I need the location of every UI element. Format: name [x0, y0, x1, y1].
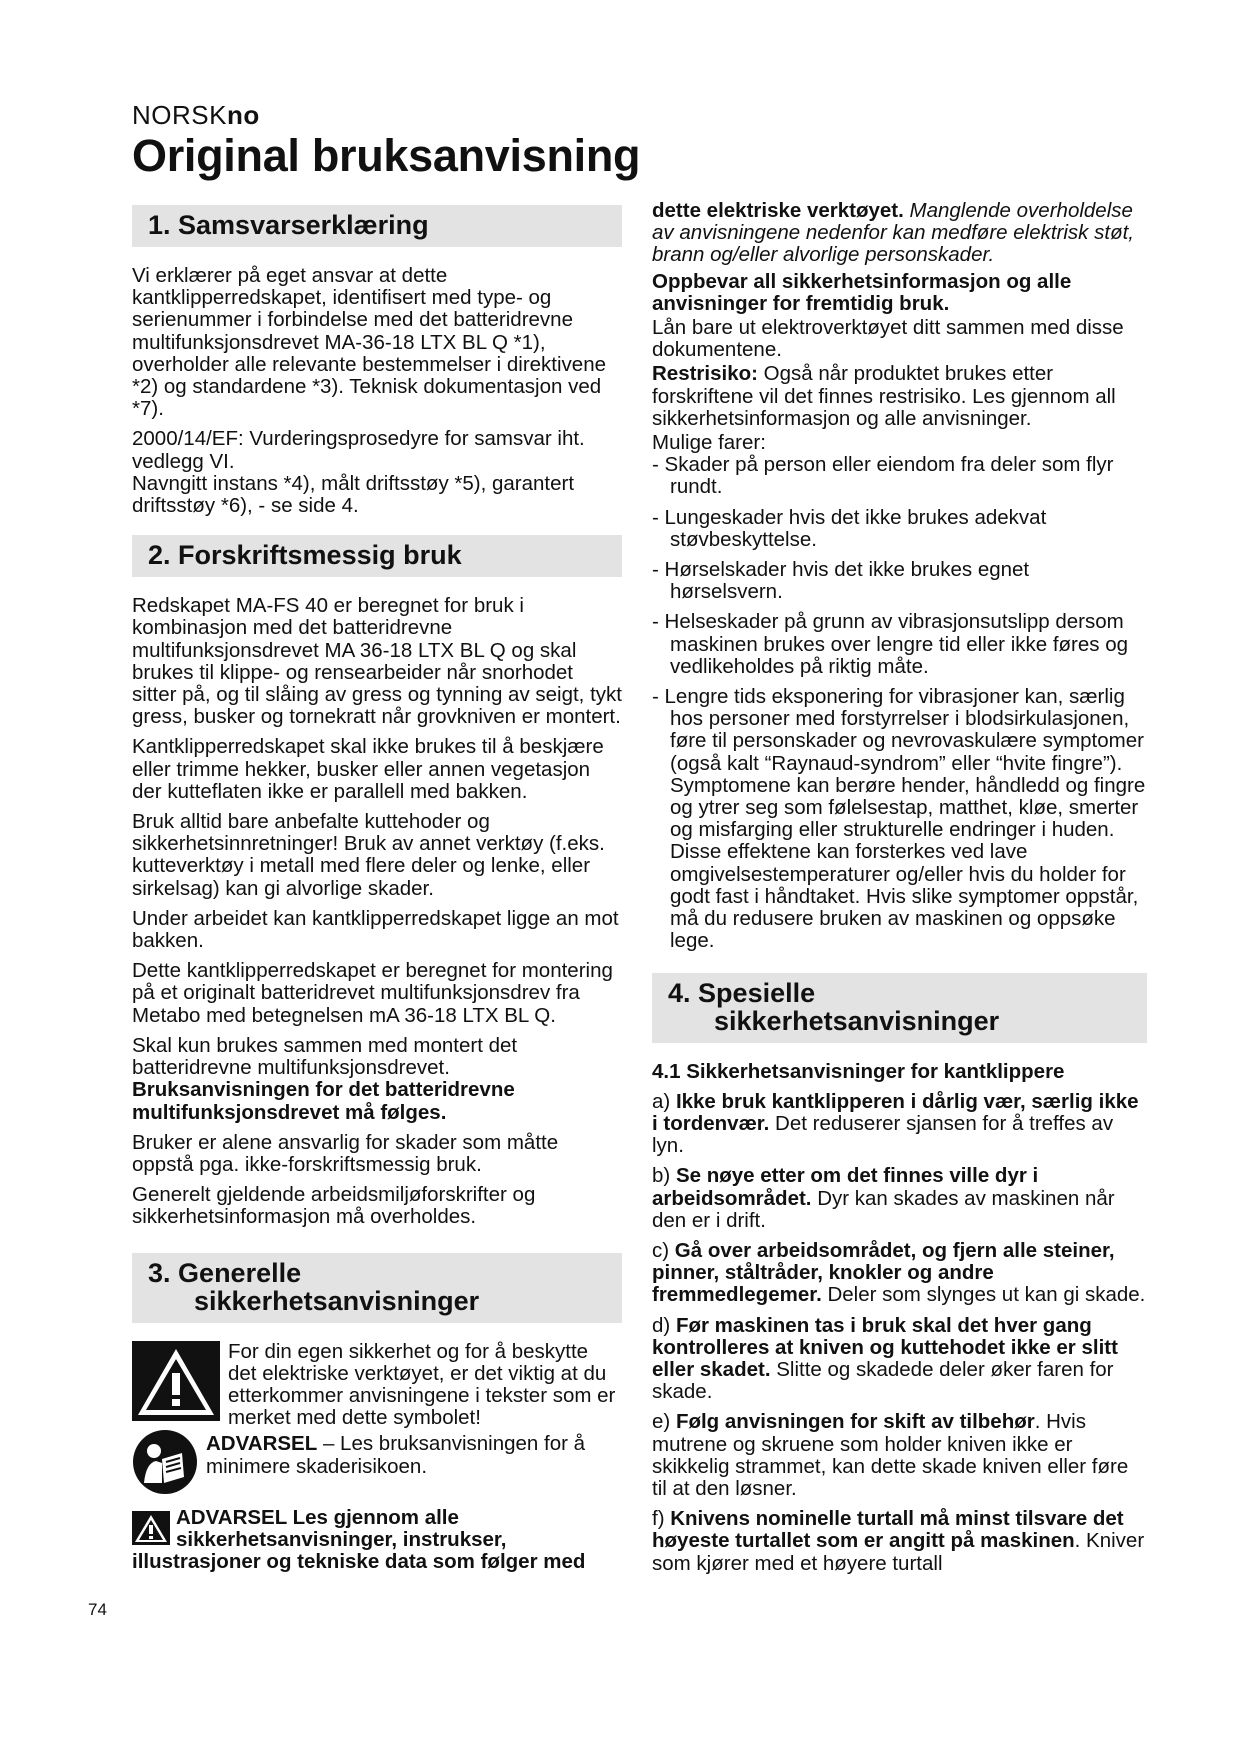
- safety-item-b: b) Se nøye etter om det finnes ville dyr i arbeidsområdet. Dyr kan skades av maskinen når den er i drift.: [652, 1164, 1115, 1232]
- hazards-intro: Mulige farer:: [652, 431, 766, 455]
- safety-item-a: a) Ikke bruk kantklipperen i dårlig vær, særlig ikke i tordenvær. Det reduserer sjansen for å treffes av lyn.: [652, 1089, 1139, 1158]
- hazard-item: - Lungeskader hvis det ikke brukes adekvat støvbeskyttelse.: [652, 505, 1047, 551]
- warning-small-icon: [132, 1511, 170, 1550]
- hazard-item: - Lengre tids eksponering for vibrasjoner kan, særlig hos personer med forstyrrelser i blodsirkulasjonen, føre til personskader og nevrovaskulære symptomer (også kalt “Raynaud-syndrom” eller “hvite fingre”). Symptomene kan berøre hender, håndledd og fingre og ytrer seg som følelsestap, matthet, kløe, smerter og misfarging eller strukturelle endringer i huden. Disse effektene kan forsterkes ved lave omgivelsestemperaturer og/eller hvis du holder for godt fast i håndtaket. Hvis slike symptomer oppstår, må du redusere bruken av maskinen og oppsøke lege.: [652, 685, 1146, 953]
- keep-instructions: Oppbevar all sikkerhetsinformasjon og alle anvisninger for fremtidig bruk.: [652, 269, 1072, 315]
- language-label: NORSKno: [132, 100, 260, 130]
- hazard-item: - Skader på person eller eiendom fra deler som flyr rundt.: [652, 453, 1114, 499]
- section-heading-4: 4. Spesielle sikkerhetsanvisninger: [652, 973, 1147, 1043]
- section-heading-2: 2. Forskriftsmessig bruk: [132, 535, 622, 577]
- paragraph: Vi erklærer på eget ansvar at dette kantklipperredskapet, identifisert med type- og serienummer i forbindelse med det batteridrevne multifunksjonsdrevet MA-36-18 LTX BL Q *1), overholder alle relevante bestemmelser i direktivene *2) og standardene *3). Teknisk dokumentasjon ved *7).: [132, 264, 607, 421]
- warning-symbol-text: For din egen sikkerhet og for å beskytte det elektriske verktøyet, er det viktig at du etterkommer anvisningene i tekster som er merket med dette symbolet!: [228, 1339, 616, 1430]
- warning-read-all: ADVARSEL Les gjennom alle sikkerhetsanvisninger, instrukser, illustrasjoner og tekniske data som følger med: [132, 1505, 586, 1573]
- paragraph: Skal kun brukes sammen med montert det batteridrevne multifunksjonsdrevet.: [132, 1033, 518, 1080]
- manual-note: [132, 1429, 622, 1500]
- safety-item-e: e) Følg anvisningen for skift av tilbehør. Hvis mutrene og skruene som holder kniven ikke er skikkelig strammet, kan dette skade kniven eller føre til at den løsner.: [652, 1410, 1129, 1500]
- residual-risk: Restrisiko: Også når produktet brukes etter forskriftene vil det finnes restrisiko. Les gjennom all sikkerhetsinformasjon og alle anvisninger.: [652, 362, 1116, 430]
- hazard-item: - Hørselskader hvis det ikke brukes egnet hørselsvern.: [652, 558, 1030, 604]
- left-column: [132, 205, 622, 1573]
- continued-paragraph: dette elektriske verktøyet. Manglende overholdelse av anvisningene nedenfor kan medføre elektrisk støt, brann og/eller alvorlige personskader.: [652, 199, 1134, 267]
- paragraph: Bruker er alene ansvarlig for skader som måtte oppstå pga. ikke-forskriftsmessig bruk.: [132, 1130, 559, 1176]
- page-number: 74: [88, 1600, 107, 1619]
- subsection-heading: 4.1 Sikkerhetsanvisninger for kantklippere: [652, 1059, 1065, 1083]
- paragraph: Generelt gjeldende arbeidsmiljøforskrifter og sikkerhetsinformasjon må overholdes.: [132, 1183, 536, 1229]
- paragraph: Bruk alltid bare anbefalte kuttehoder og sikkerhetsinnretninger! Bruk av annet verktøy (f.eks. kutteverktøy i metall med flere deler og lenke, eller sirkelsag) kan gi alvorlige skader.: [132, 810, 605, 900]
- paragraph: Redskapet MA-FS 40 er beregnet for bruk i kombinasjon med det batteridrevne multifunksjonsdrevet MA 36-18 LTX BL Q og skal brukes til klippe- og rensearbeider når snorhodet sitter på, og til slåing av gress og tynning av seigt, tykt gress, busker og tornekratt når grovkniven er montert.: [132, 594, 622, 729]
- page-title: Original bruksanvisning: [132, 130, 641, 181]
- paragraph: 2000/14/EF: Vurderingsprosedyre for samsvar iht. vedlegg VI.: [132, 427, 585, 473]
- read-manual-icon: [132, 1429, 198, 1500]
- paragraph-bold: Bruksanvisningen for det batteridrevne multifunksjonsdrevet må følges.: [132, 1078, 515, 1124]
- manual-text: ADVARSEL – Les bruksanvisningen for å minimere skaderisikoen.: [206, 1432, 586, 1478]
- paragraph: Navngitt instans *4), målt driftsstøy *5), garantert driftsstøy *6), - se side 4.: [132, 471, 575, 518]
- right-column: [652, 200, 1147, 1583]
- warning-triangle-icon: [132, 1341, 220, 1426]
- paragraph: Under arbeidet kan kantklipperredskapet ligge an mot bakken.: [132, 906, 619, 953]
- section-heading-1: 1. Samsvarserklæring: [132, 205, 622, 247]
- safety-item-c: c) Gå over arbeidsområdet, og fjern alle steiner, pinner, ståltråder, knokler og andre fremmedlegemer. Deler som slynges ut kan gi skade.: [652, 1238, 1146, 1307]
- hazard-item: - Helseskader på grunn av vibrasjonsutslipp dersom maskinen brukes over lengre tid eller ikke føres og vedlikeholdes på riktig måte.: [652, 610, 1129, 678]
- safety-item-f: f) Knivens nominelle turtall må minst tilsvare det høyeste turtallet som er angitt på maskinen. Kniver som kjører med et høyere turtall: [652, 1507, 1145, 1575]
- paragraph: Lån bare ut elektroverktøyet ditt sammen med disse dokumentene.: [652, 316, 1124, 362]
- warning-symbol-note: [132, 1341, 622, 1430]
- safety-item-d: d) Før maskinen tas i bruk skal det hver gang kontrolleres at kniven og kuttehodet ikke er slitt eller skadet. Slitte og skadede deler øker faren for skade.: [652, 1313, 1118, 1404]
- paragraph: Kantklipperredskapet skal ikke brukes til å beskjære eller trimme hekker, busker eller annen vegetasjon der kutteflaten ikke er parallell med bakken.: [132, 735, 604, 803]
- section-heading-3: 3. Generelle sikkerhetsanvisninger: [132, 1253, 622, 1323]
- paragraph: Dette kantklipperredskapet er beregnet for montering på et originalt batteridrevet multifunksjonsdrev fra Metabo med betegnelsen mA 36-18 LTX BL Q.: [132, 959, 613, 1027]
